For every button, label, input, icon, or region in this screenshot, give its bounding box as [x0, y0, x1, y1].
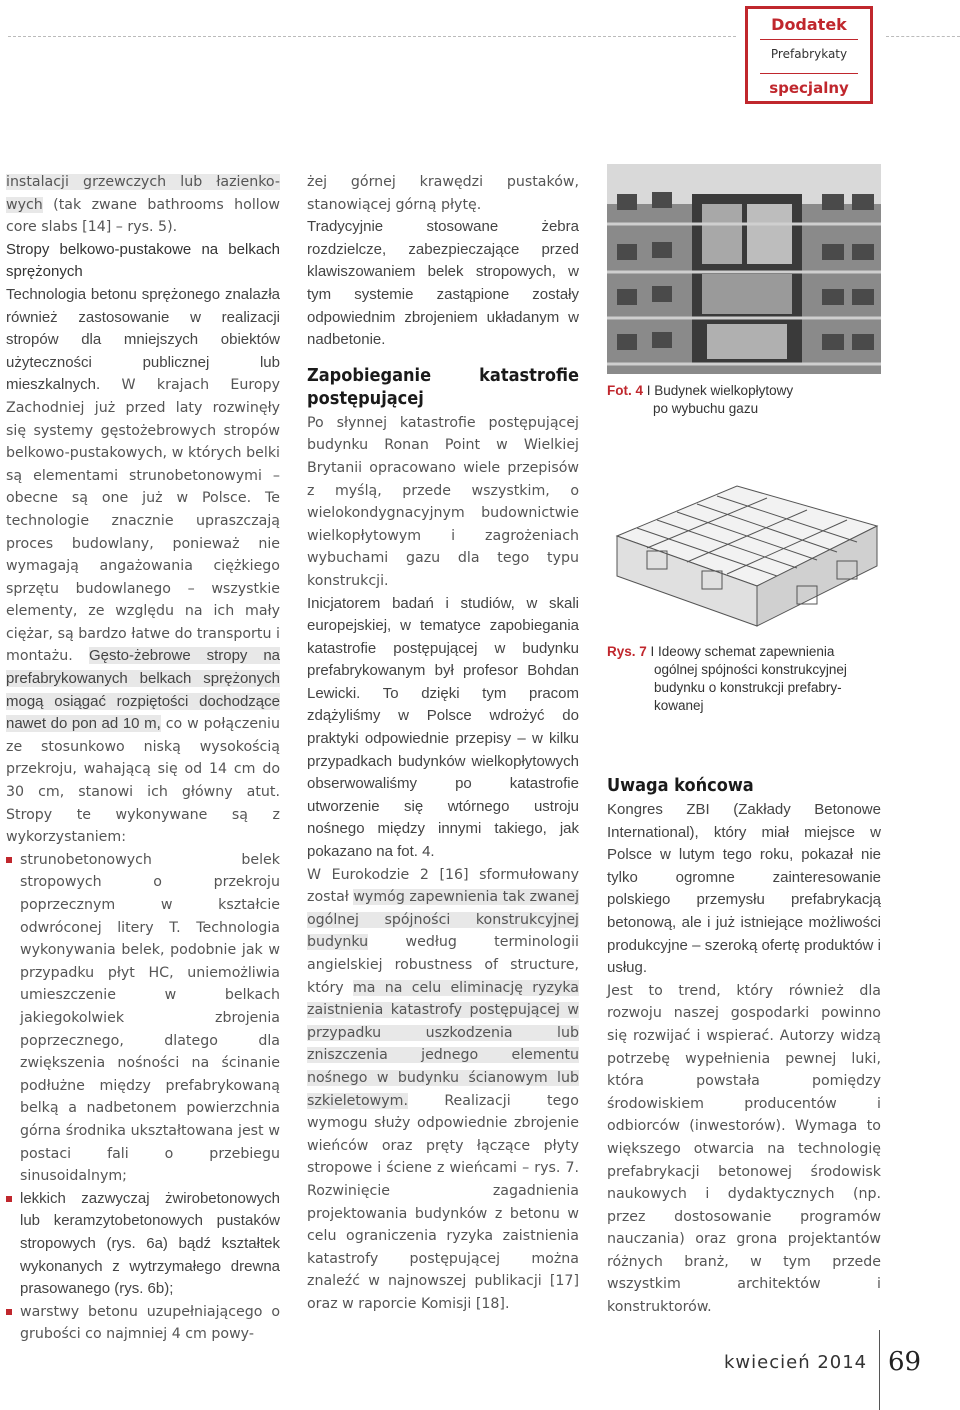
issue-date: kwiecień 2014 [724, 1352, 868, 1373]
highlight-text: Gęsto-żebrowe stropy na prefabrykowanych belkach sprężonych mogą osiągać rozpiętości dochodzące nawet do pon ad 10 m, [6, 647, 280, 733]
caption-separator: I [646, 644, 659, 659]
figure-7-caption [607, 643, 881, 715]
section-badge [745, 6, 873, 104]
caption-text: Budynek wielkopłytowy [654, 383, 794, 398]
header-rule-right [886, 36, 960, 37]
paragraph: Kongres ZBI (Zakłady Betonowe International), który miał miejsce w Polsce w lutym tego roku, pokazał nie tylko ogromne zainteresowanie polskiego przemysłu prefabrykacją betonową, ale i już istniejące możliwości produkcyjne – szeroką ofertę produktów i usług. [607, 801, 881, 977]
figure-4-caption [607, 382, 881, 418]
structure-diagram [607, 476, 881, 634]
caption-text: po wybuchu gazu [653, 401, 759, 416]
article-column-1 [6, 171, 280, 1346]
badge-rule [760, 39, 858, 40]
paragraph [6, 284, 280, 849]
paragraph-text: W Eurokodzie 2 [16] sformułowany został [307, 866, 579, 906]
article-column-3 [607, 762, 881, 1319]
figure-label: Fot. 4 [607, 383, 643, 398]
badge-line-1: Dodatek [771, 15, 847, 34]
page-number: 69 [888, 1347, 922, 1377]
bullet-item: strunobetonowych belek stropowych o przekroju poprzecznym w kształcie odwróconej litery T. Technologia wykonywania belek, podobnie jak w przypadku płyt HC, uniemożliwia umieszczenie w belkach jakiegokolwiek zbrojenia poprzecznego, dlatego dla zwiększenia nośności na ścinanie podłużne między prefabrykowaną belką a nadbetonem powierzchnia górna środnika ukształtowana jest w postaci fali o przebiegu sinusoidalnym; [6, 849, 280, 1188]
footer-divider [879, 1330, 880, 1410]
section-heading: Uwaga końcowa [607, 775, 754, 796]
badge-line-2: Prefabrykaty [770, 47, 848, 61]
paragraph: Inicjatorem badań i studiów, w skali europejskiej, w tematyce zapobiegania katastrofie postępującej w budynku prefabrykowanym był profesor Bohdan Lewicki. To dzięki tym pracom zdążyliśmy w Polsce wdrożyć do praktyki odpowiednie przepisy – w kilku przypadkach budynków wielkopłytowych obserwowaliśmy po katastrofie utworzenie się wtórnego ustroju nośnego między innymi takiego, jak pokazano na fot. 4. [307, 594, 579, 861]
paragraph-text: Technologia betonu sprężonego znalazła również zastosowanie w realizacji stropów dla mniejszych obiektów użyteczności publicznej lub mieszkalnych. [6, 285, 280, 394]
paragraph [6, 171, 280, 239]
article-column-2 [307, 171, 579, 1316]
header-rule [8, 36, 736, 37]
paragraph: Po słynnej katastrofie postępującej budynku Ronan Point w Wielkiej Brytanii opracowano wiele przepisów z myślą, przede wszystkim, o wielokondygnacyjnym budownictwie wielkopłytowym i zagrożeniach wybuchami gazu dla tego typu konstrukcji. [307, 414, 579, 589]
building-photo-graphic [607, 164, 881, 374]
section-heading: Zapobieganie katastrofie postępującej [307, 364, 579, 409]
paragraph-text: co w połączeniu ze stosunkowo niską wysokością przekroju, wahającą się od 14 cm do 30 cm, stanowi ich główny atut. Stropy te wykonywane są z wykorzystaniem: [6, 716, 280, 846]
bullet-item: warstwy betonu uzupełniającego o grubości co najmniej 4 cm powy- [6, 1301, 280, 1346]
paragraph-text: według terminologii angielskiej robustness of structure, który [307, 934, 579, 996]
highlight-text: wymóg zapewnienia tak zwanej ogólnej spójności konstrukcyjnej budynku [307, 889, 580, 951]
paragraph: żej górnej krawędzi pustaków, stanowiącej górną płytę. [307, 174, 579, 213]
badge-line-3: specjalny [769, 79, 849, 97]
caption-text: Ideowy schemat zapewnienia [658, 644, 835, 659]
highlight-text: ma na celu eliminację ryzyka zaistnienia katastrofy postępującej w przypadku uszkodzenia lub zniszczenia jednego elementu nośnego w budynku ścianowym lub szkieletowym. [307, 979, 579, 1109]
figure-label: Rys. 7 [607, 644, 647, 659]
caption-text: budynku o konstrukcji prefabry- [654, 680, 842, 695]
paragraph-text: Realizacji tego wymogu służy odpowiednie zbrojenie wieńców oraz pręty łączące płyty stropowe i ściene z wieńcami – rys. 7. Rozwinięcie zagadnienia projektowania budynków z betonu w celu ograniczenia ryzyka zaistnienia katastrofy postępującej można znaleźć w najnowszej publikacji [17] oraz w raporcie Komisji [18]. [307, 1092, 579, 1312]
paragraph [307, 864, 579, 1316]
paragraph: Jest to trend, który również dla rozwoju naszej gospodarki powinno się rozwijać i wspierać. Autorzy widzą potrzebę wypełnienia pewnej luki, która powstała pomiędzy środowiskiem producentów i odbiorców (inwestorów). Wymaga to większego otwarcia na technologię prefabrykacji betonowej środowisk naukowych i dydaktycznych (np. przez dostosowanie programów nauczania) oraz grona projektantów różnych branż, w tym przede wszystkim architektów i konstruktorów. [607, 982, 881, 1316]
paragraph-text: W krajach Europy Zachodniej już przed laty rozwinęły się systemy gęstożebrowych stropów belkowo-pustakowych, w których belki są elementami strunobetonowymi – obecne są one już w Polsce. Te technologie znacznie upraszczają proces budowlany, ponieważ nie wymagają angażowania ciężkiego sprzętu budowlanego – wszystkie elementy, ze względu na ich mały ciężar, są bardzo łatwe do transportu i montażu. [6, 377, 280, 665]
badge-rule [760, 73, 858, 74]
structure-diagram-graphic [607, 476, 881, 634]
subheading: Stropy belkowo-pustakowe na belkach sprężonych [6, 240, 280, 281]
paragraph: Tradycyjnie stosowane żebra rozdzielcze, zabezpieczające przed klawiszowaniem belek stropowych, w tym systemie zastąpione zostały odpowiednim zbrojeniem układanym w nadbetonie. [307, 218, 579, 349]
highlight-text: instalacji grzewczych lub łazienko-wych [6, 174, 280, 213]
caption-separator: I [643, 383, 655, 398]
caption-text: ogólnej spójności konstrukcyjnej [654, 662, 847, 677]
paragraph-text: (tak zwane bathrooms hollow core slabs [14] – rys. 5). [6, 196, 280, 236]
bullet-item: lekkich zazwyczaj żwirobetonowych lub keramzytobetonowych pustaków stropowych (rys. 6a) bądź kształtek wykonanych z wytrzymałego drewna prasowanego (rys. 6b); [6, 1188, 280, 1301]
caption-text: kowanej [654, 698, 704, 713]
building-photo [607, 164, 881, 374]
